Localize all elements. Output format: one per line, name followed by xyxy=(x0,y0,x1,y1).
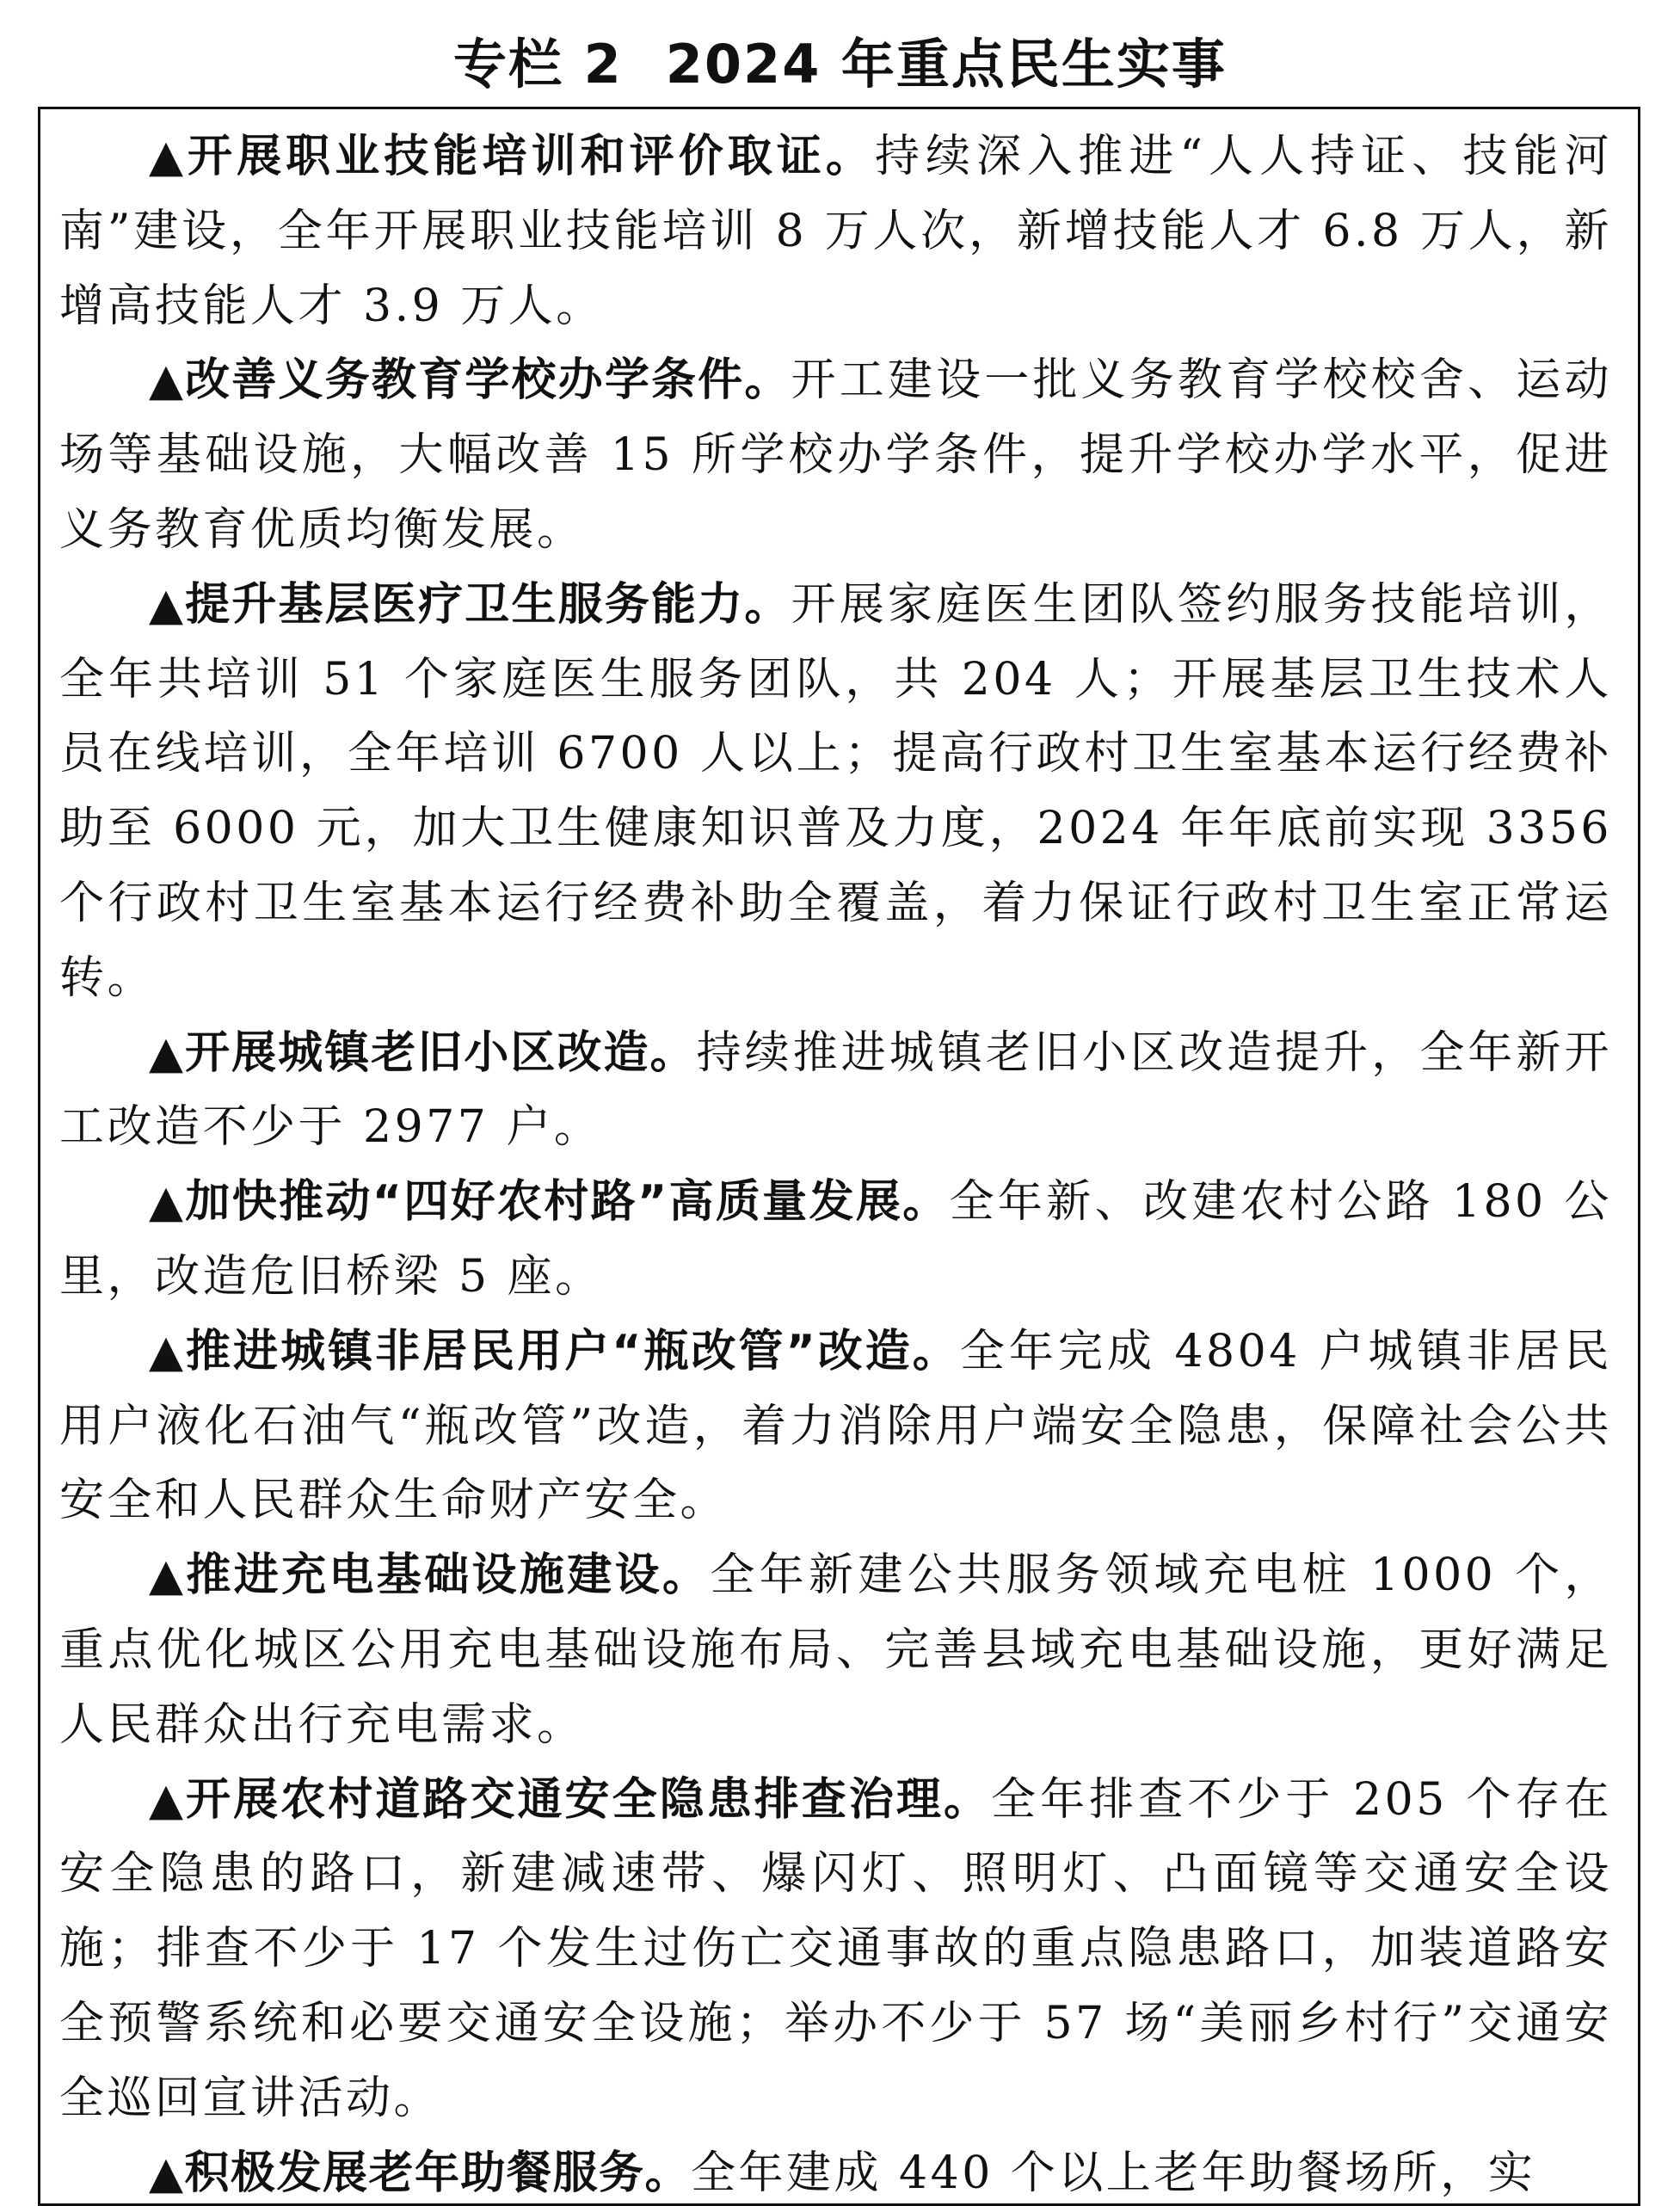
item-elderly-meal-service xyxy=(59,2136,1612,2206)
item-rural-road-safety xyxy=(59,1763,1612,2136)
item-body: 全年排查不少于 205 个存在安全隐患的路口，新建减速带、爆闪灯、照明灯、凸面镜等交通安全设施；排查不少于 17 个发生过伤亡交通事故的重点隐患路口，加装道路安全预警系统和必要交通安全设施；举办不少于 57 场“美丽乡村行”交通安全巡回宣讲活动。 xyxy=(59,1773,1612,2124)
item-heading: ▲开展城镇老旧小区改造。 xyxy=(149,1026,697,1079)
item-body: 全年新、改建农村公路 180 公里，改造危旧桥梁 5 座。 xyxy=(59,1176,1613,1303)
item-gas-pipeline-conversion xyxy=(59,1315,1612,1538)
item-body: 开工建设一批义务教育学校校舍、运动场等基础设施，大幅改善 15 所学校办学条件，提升学校办学水平，促进义务教育优质均衡发展。 xyxy=(59,354,1612,556)
item-vocational-training xyxy=(59,120,1612,343)
item-heading: ▲加快推动“四好农村路”高质量发展。 xyxy=(149,1176,950,1229)
item-heading: ▲积极发展老年助餐服务。 xyxy=(149,2147,691,2199)
column-title xyxy=(0,26,1680,103)
item-heading: ▲改善义务教育学校办学条件。 xyxy=(149,354,791,407)
item-charging-infrastructure xyxy=(59,1538,1612,1762)
column-title-prefix: 专栏 2 xyxy=(453,33,623,96)
column-title-main: 2024 年重点民生实事 xyxy=(665,33,1227,96)
item-heading: ▲推进充电基础设施建设。 xyxy=(149,1550,711,1602)
item-primary-healthcare xyxy=(59,568,1612,1016)
item-heading: ▲开展职业技能培训和评价取证。 xyxy=(149,131,875,182)
item-body: 持续深入推进“人人持证、技能河南”建设，全年开展职业技能培训 8 万人次，新增技能人才 6.8 万人，新增高技能人才 3.9 万人。 xyxy=(59,131,1612,332)
item-old-community-renovation xyxy=(59,1016,1612,1166)
item-body: 全年新建公共服务领域充电桩 1000 个，重点优化城区公用充电基础设施布局、完善县域充电基础设施，更好满足人民群众出行充电需求。 xyxy=(59,1550,1612,1751)
item-body: 全年完成 4804 户城镇非居民用户液化石油气“瓶改管”改造，着力消除用户端安全隐患，保障社会公共安全和人民群众生命财产安全。 xyxy=(59,1325,1612,1527)
item-body: 开展家庭医生团队签约服务技能培训，全年共培训 51 个家庭医生服务团队，共 204 人；开展基层卫生技术人员在线培训，全年培训 6700 人以上；提高行政村卫生室基本运行经费补助至 6000 元，加大卫生健康知识普及力度，2024 年年底前实现 3356 个行政村卫生室基本运行经费补助全覆盖，着力保证行政村卫生室正常运转。 xyxy=(59,578,1612,1004)
item-compulsory-education xyxy=(59,343,1612,567)
item-body: 持续推进城镇老旧小区改造提升，全年新开工改造不少于 2977 户。 xyxy=(59,1026,1612,1154)
item-heading: ▲提升基层医疗卫生服务能力。 xyxy=(149,578,791,631)
column-box xyxy=(38,107,1640,2206)
item-body: 全年建成 440 个以上老年助餐场所，实 xyxy=(691,2147,1536,2199)
item-rural-roads xyxy=(59,1165,1612,1315)
item-heading: ▲开展农村道路交通安全隐患排查治理。 xyxy=(149,1773,992,1826)
item-heading: ▲推进城镇非居民用户“瓶改管”改造。 xyxy=(149,1325,960,1377)
